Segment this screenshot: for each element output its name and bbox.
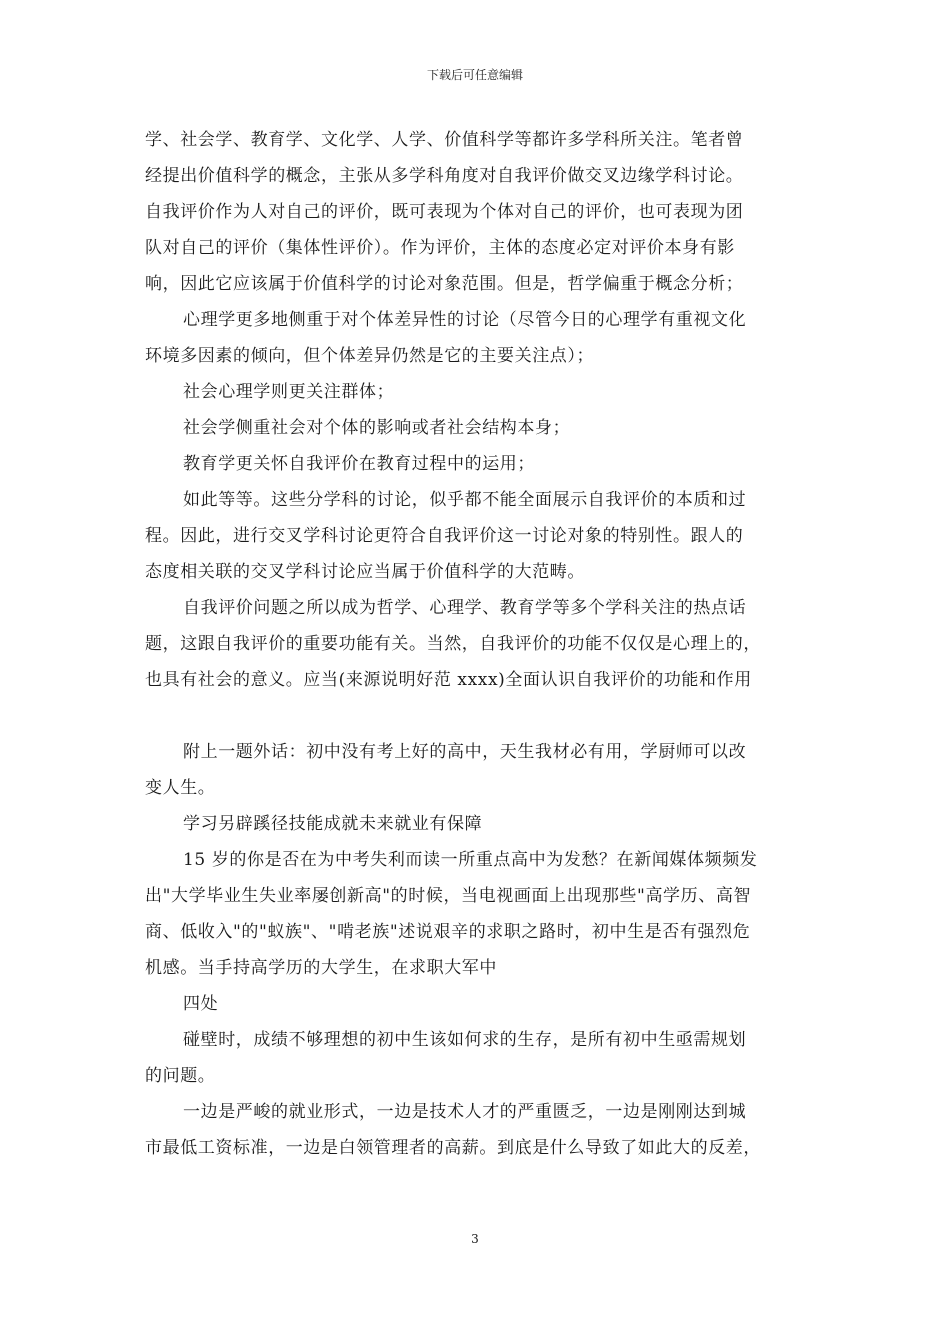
text-line: 经提出价值科学的概念，主张从多学科角度对自我评价做交叉边缘学科讨论。 — [145, 166, 744, 186]
text-line: 机感。当手持高学历的大学生，在求职大军中 — [145, 958, 497, 978]
text-line: 题，这跟自我评价的重要功能有关。当然，自我评价的功能不仅仅是心理上的， — [145, 634, 761, 654]
text-line: 程。因此，进行交叉学科讨论更符合自我评价这一讨论对象的特别性。跟人的 — [145, 526, 744, 546]
text-line: 变人生。 — [145, 778, 216, 798]
text-line: 心理学更多地侧重于对个体差异性的讨论（尽管今日的心理学有重视文化 — [183, 310, 747, 330]
text-line: 市最低工资标准，一边是白领管理者的高薪。到底是什么导致了如此大的反差， — [145, 1138, 761, 1158]
text-line: 环境多因素的倾向，但个体差异仍然是它的主要关注点）； — [145, 346, 595, 366]
text-line: 四处 — [183, 994, 219, 1014]
text-line: 社会心理学则更关注群体； — [183, 382, 395, 402]
text-line: 学习另辟蹊径技能成就未来就业有保障 — [183, 814, 483, 834]
text-line: 15 岁的你是否在为中考失利而读一所重点高中为发愁？在新闻媒体频频发 — [183, 850, 758, 870]
text-line: 如此等等。这些分学科的讨论，似乎都不能全面展示自我评价的本质和过 — [183, 490, 747, 510]
page-number: 3 — [471, 1232, 479, 1246]
text-line: 出"大学毕业生失业率屡创新高"的时候，当电视画面上出现那些"高学历、高智 — [145, 886, 752, 906]
text-line: 自我评价问题之所以成为哲学、心理学、教育学等多个学科关注的热点话 — [183, 598, 747, 618]
text-line: 商、低收入"的"蚁族"、"啃老族"述说艰辛的求职之路时，初中生是否有强烈危 — [145, 922, 751, 942]
text-line: 社会学侧重社会对个体的影响或者社会结构本身； — [183, 418, 571, 438]
text-line: 响，因此它应该属于价值科学的讨论对象范围。但是，哲学偏重于概念分析； — [145, 274, 744, 294]
paragraph-gap — [145, 698, 817, 734]
text-line: 自我评价作为人对自己的评价，既可表现为个体对自己的评价，也可表现为团 — [145, 202, 744, 222]
text-line: 碰壁时，成绩不够理想的初中生该如何求的生存，是所有初中生亟需规划 — [183, 1030, 747, 1050]
text-line: 队对自己的评价（集体性评价）。作为评价，主体的态度必定对评价本身有影 — [145, 238, 735, 258]
text-line: 态度相关联的交叉学科讨论应当属于价值科学的大范畴。 — [145, 562, 585, 582]
text-line: 附上一题外话：初中没有考上好的高中，天生我材必有用，学厨师可以改 — [183, 742, 747, 762]
text-line: 教育学更关怀自我评价在教育过程中的运用； — [183, 454, 535, 474]
text-line: 学、社会学、教育学、文化学、人学、价值科学等都许多学科所关注。笔者曾 — [145, 130, 744, 150]
text-line: 一边是严峻的就业形式，一边是技术人才的严重匮乏，一边是刚刚达到城 — [183, 1102, 747, 1122]
text-line: 也具有社会的意义。应当(来源说明好范 xxxx)全面认识自我评价的功能和作用 — [145, 670, 752, 690]
document-body — [145, 122, 817, 1166]
page-header-note: 下载后可任意编辑 — [426, 68, 523, 82]
text-line: 的问题。 — [145, 1066, 216, 1086]
